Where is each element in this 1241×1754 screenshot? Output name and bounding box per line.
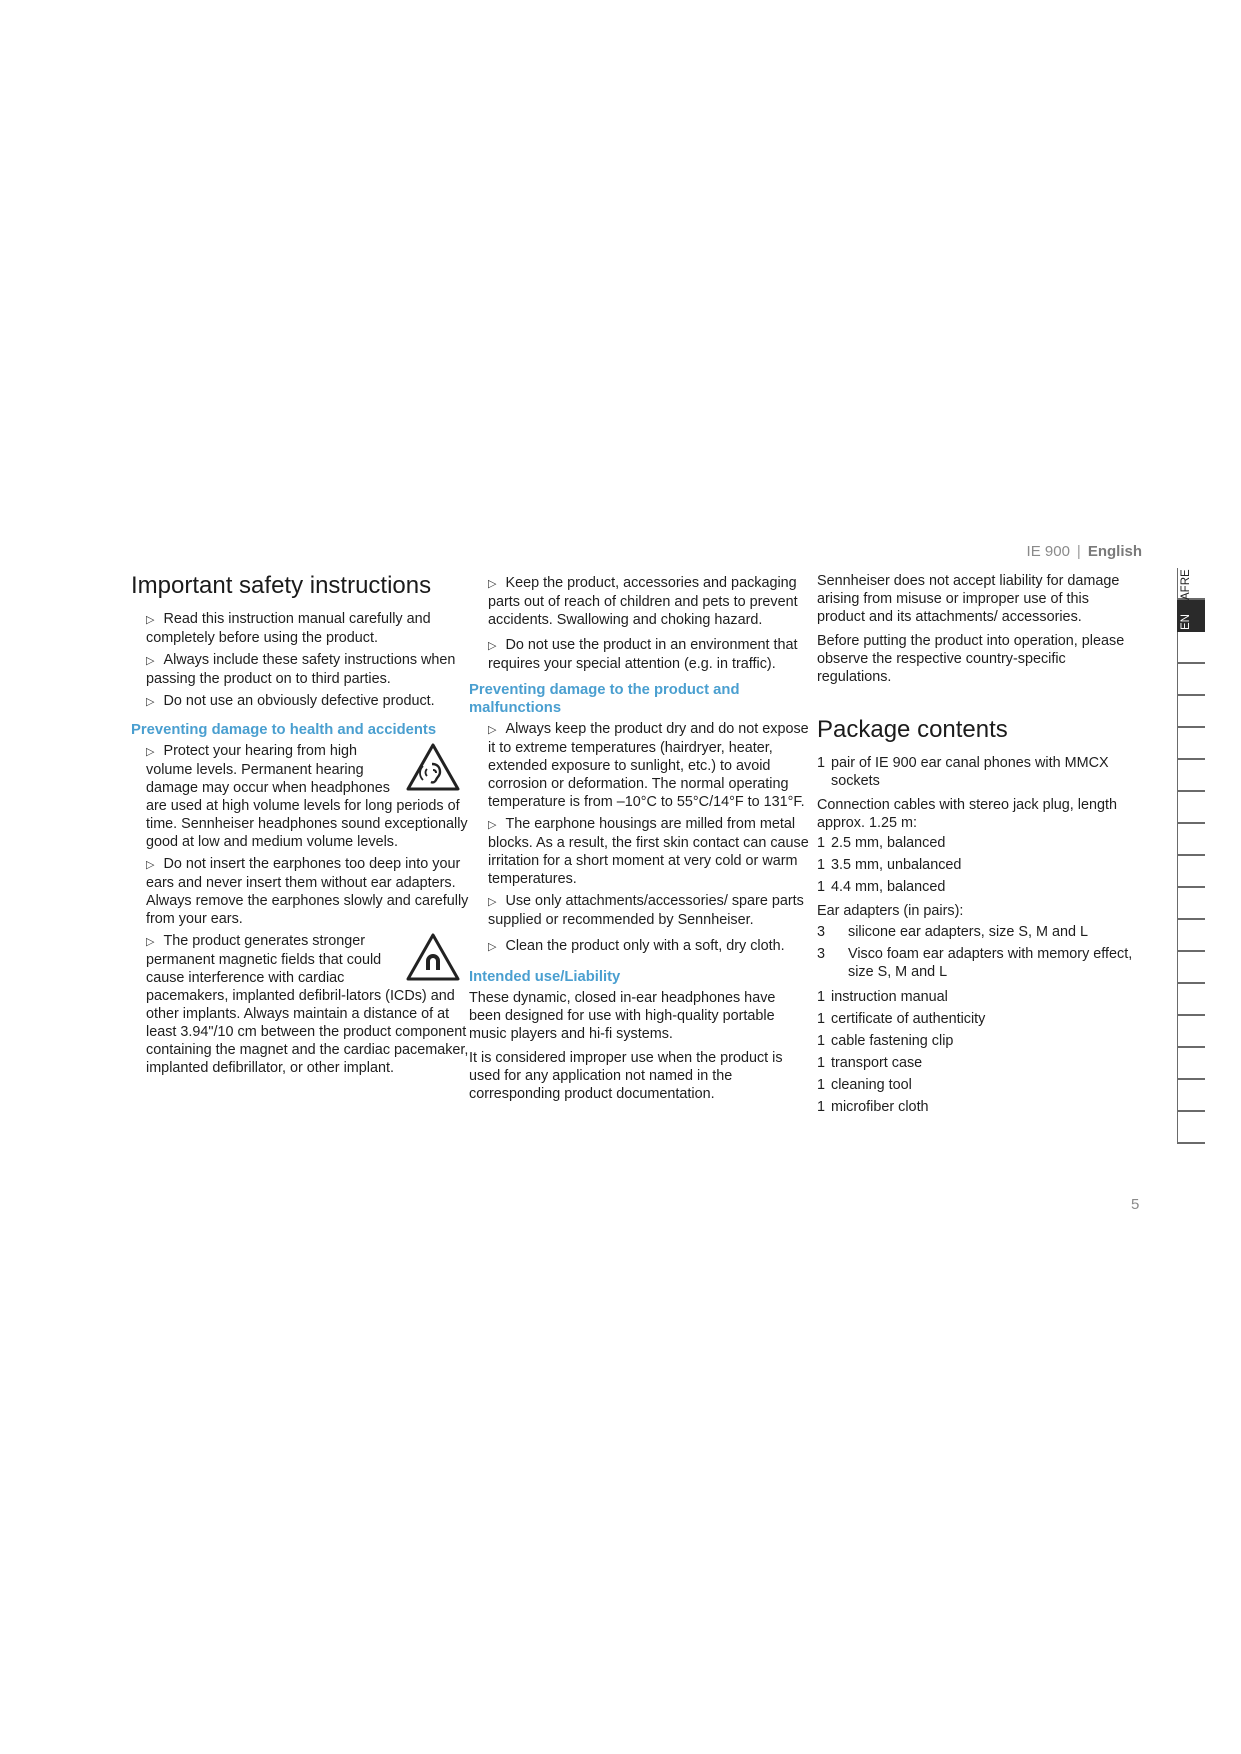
paragraph: These dynamic, closed in-ear headphones have been designed for use with high-quality portable music players and hi-fi systems.	[469, 990, 776, 1042]
tab-empty[interactable]	[1177, 1112, 1205, 1144]
list-item: ▷ Use only attachments/accessories/ spare parts supplied or recommended by Sennheiser.	[488, 893, 804, 928]
package-title: Package contents	[817, 716, 1008, 743]
column-3	[817, 574, 1137, 1120]
list-item: 1 pair of IE 900 ear canal phones with MMCX sockets	[817, 755, 1109, 789]
tab-empty[interactable]	[1177, 856, 1205, 888]
list-item: 1 2.5 mm, balanced	[817, 835, 946, 851]
intended-use-heading: Intended use/Liability	[469, 969, 621, 985]
header-separator: |	[1076, 543, 1081, 560]
tab-en-label: EN	[1180, 614, 1192, 630]
triangle-bullet-icon: ▷	[146, 859, 155, 871]
safety-title: Important safety instructions	[131, 572, 432, 599]
list-item: ▷ Clean the product only with a soft, dry cloth.	[488, 938, 785, 954]
triangle-bullet-icon: ▷	[146, 696, 155, 708]
list-item: 1 instruction manual	[817, 989, 948, 1005]
language-tabs	[1177, 568, 1205, 1144]
list-item: ▷ Do not use an obviously defective product.	[146, 693, 435, 709]
paragraph: Sennheiser does not accept liability for damage arising from misuse or improper use of this product and its attachments/ accessories.	[817, 573, 1120, 625]
hearing-warning-icon	[405, 742, 461, 792]
health-heading: Preventing damage to health and accidents	[131, 722, 437, 738]
tab-empty[interactable]	[1177, 696, 1205, 728]
list-item: 3 silicone ear adapters, size S, M and L	[817, 924, 1088, 940]
triangle-bullet-icon: ▷	[488, 640, 497, 652]
paragraph: Before putting the product into operation, please observe the respective country-specific regulations.	[817, 633, 1125, 685]
list-item: ▷ Read this instruction manual carefully and completely before using the product.	[146, 611, 431, 646]
model-name: IE 900	[1026, 543, 1070, 560]
magnet-warning-icon	[405, 932, 461, 982]
list-item: 1 3.5 mm, unbalanced	[817, 857, 962, 873]
list-item: ▷ Protect your hearing from high volume levels. Permanent hearing damage may occur when headphones are used at high volume levels for long periods of time. Sennheiser headphones sound exceptionally good at low and medium volume levels.	[146, 743, 468, 850]
list-item: 1 cleaning tool	[817, 1077, 912, 1093]
adapters-label: Ear adapters (in pairs):	[817, 903, 964, 919]
tab-empty[interactable]	[1177, 760, 1205, 792]
tab-empty[interactable]	[1177, 1048, 1205, 1080]
tab-afre-label: AFRE	[1180, 569, 1192, 600]
cables-label: Connection cables with stereo jack plug, length approx. 1.25 m:	[817, 797, 1117, 831]
list-item: 1 cable fastening clip	[817, 1033, 954, 1049]
list-item: ▷ Always keep the product dry and do not expose it to extreme temperatures (hairdryer, heater, extended exposure to sunlight, etc.) to avoid corrosion or deformation. The normal operating temperature is from –10°C to 55°C/14°F to 131°F.	[488, 721, 809, 810]
tab-empty[interactable]	[1177, 1080, 1205, 1112]
tab-empty[interactable]	[1177, 664, 1205, 696]
language-label: English	[1087, 543, 1142, 560]
triangle-bullet-icon: ▷	[146, 936, 155, 948]
product-damage-heading: Preventing damage to the product and malfunctions	[469, 682, 740, 716]
triangle-bullet-icon: ▷	[488, 724, 497, 736]
triangle-bullet-icon: ▷	[488, 941, 497, 953]
list-item: 1 transport case	[817, 1055, 923, 1071]
tab-empty[interactable]	[1177, 632, 1205, 664]
tab-empty[interactable]	[1177, 1016, 1205, 1048]
triangle-bullet-icon: ▷	[146, 746, 155, 758]
tab-empty[interactable]	[1177, 984, 1205, 1016]
triangle-bullet-icon: ▷	[488, 819, 497, 831]
list-item: ▷ Do not use the product in an environment that requires your special attention (e.g. in traffic).	[488, 637, 798, 672]
triangle-bullet-icon: ▷	[146, 614, 155, 626]
tab-empty[interactable]	[1177, 952, 1205, 984]
tab-empty[interactable]	[1177, 792, 1205, 824]
page-number: 5	[1131, 1196, 1140, 1213]
page-header	[1027, 543, 1142, 560]
list-item: ▷ Keep the product, accessories and packaging parts out of reach of children and pets to prevent accidents. Swallowing and choking hazard.	[488, 575, 798, 628]
list-item: 1 microfiber cloth	[817, 1099, 929, 1115]
list-item: ▷ Do not insert the earphones too deep into your ears and never insert them without ear adapters. Always remove the earphones slowly and carefully from your ears.	[146, 856, 469, 927]
tab-empty[interactable]	[1177, 824, 1205, 856]
triangle-bullet-icon: ▷	[146, 655, 155, 667]
tab-empty[interactable]	[1177, 728, 1205, 760]
list-item: 1 4.4 mm, balanced	[817, 879, 946, 895]
list-item: ▷ The earphone housings are milled from metal blocks. As a result, the first skin contact can cause irritation for a short moment at very cold or warm temperatures.	[488, 816, 809, 887]
list-item: ▷ Always include these safety instructions when passing the product on to third parties.	[146, 652, 456, 687]
list-item: 3 Visco foam ear adapters with memory effect, size S, M and L	[817, 946, 1133, 980]
column-2	[469, 574, 811, 1109]
tab-empty[interactable]	[1177, 888, 1205, 920]
column-1	[131, 572, 471, 1081]
list-item: 1 certificate of authenticity	[817, 1011, 986, 1027]
tab-empty[interactable]	[1177, 920, 1205, 952]
triangle-bullet-icon: ▷	[488, 578, 497, 590]
paragraph: It is considered improper use when the product is used for any application not named in the corresponding product documentation.	[469, 1050, 783, 1102]
list-item: ▷ The product generates stronger permanent magnetic fields that could cause interference with cardiac pacemakers, implanted defibril-lators (ICDs) and other implants. Always maintain a distance of at least 3.94"/10 cm between the product component containing the magnet and the cardiac pacemaker, implanted defibrillator, or other implant.	[146, 933, 469, 1076]
triangle-bullet-icon: ▷	[488, 896, 497, 908]
